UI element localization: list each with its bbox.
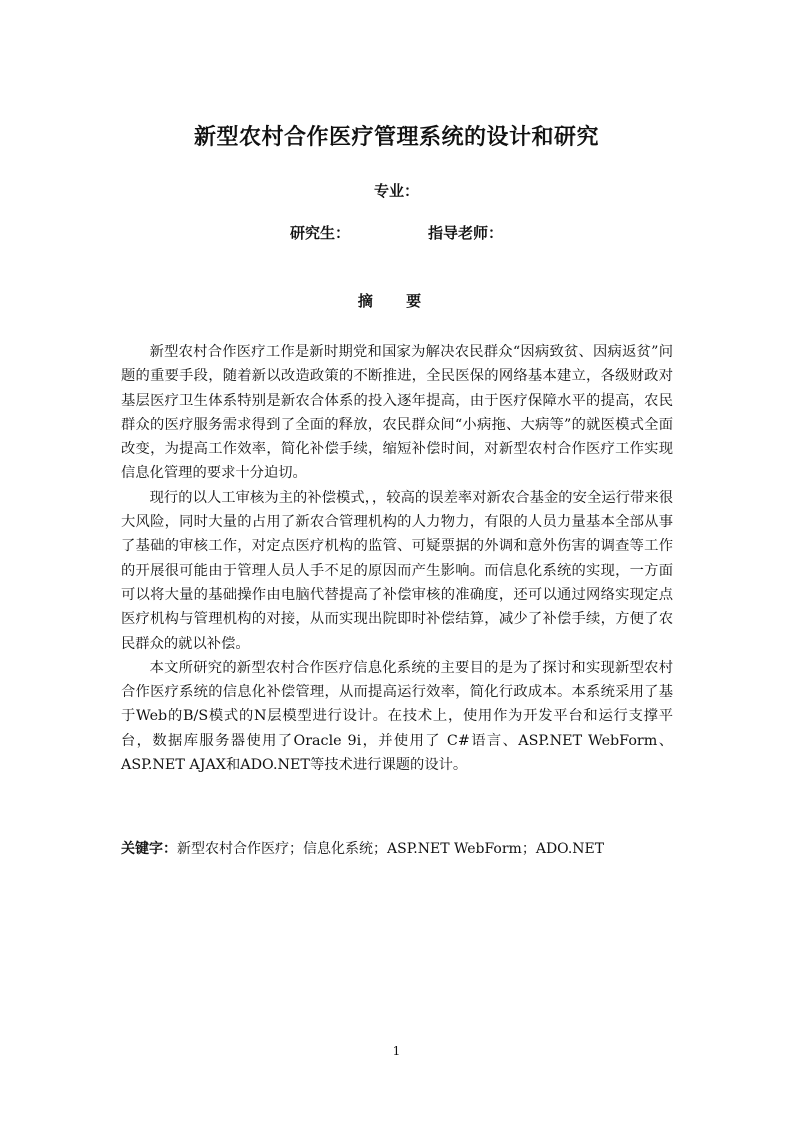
keywords-label: 关键字： <box>121 841 177 857</box>
abstract-paragraph: 本文所研究的新型农村合作医疗信息化系统的主要目的是为了探讨和实现新型农村合作医疗系统的信息化补偿管理，从而提高运行效率，简化行政成本。本系统采用了基于Web的B/S模式的N层模型进行设计。在技术上，使用作为开发平台和运行支撑平台，数据库服务器使用了Oracle 9i，并使用了 C#语言、ASP.NET WebForm、ASP.NET AJAX和ADO.NET等技术进行课题的设计。 <box>121 659 673 774</box>
authors-line <box>290 222 503 243</box>
abstract-body <box>121 340 673 777</box>
major-label: 专业： <box>373 182 419 200</box>
document-title: 新型农村合作医疗管理系统的设计和研究 <box>193 125 599 150</box>
student-label: 研究生： <box>290 224 351 242</box>
keywords-text: 新型农村合作医疗；信息化系统；ASP.NET WebForm；ADO.NET <box>177 841 605 857</box>
advisor-label: 指导老师： <box>428 224 504 242</box>
abstract-heading: 摘 要 <box>357 292 436 310</box>
abstract-paragraph: 现行的以人工审核为主的补偿模式，，较高的误差率对新农合基金的安全运行带来很大风险，同时大量的占用了新农合管理机构的人力物力，有限的人员力量基本全部从事了基础的审核工作，对定点医疗机构的监管、可疑票据的外调和意外伤害的调查等工作的开展很可能由于管理人员人手不足的原因而产生影响。而信息化系统的实现，一方面可以将大量的基础操作由电脑代替提高了补偿审核的准确度，还可以通过网络实现定点医疗机构与管理机构的对接，从而实现出院即时补偿结算，减少了补偿手续，方便了农民群众的就以补偿。 <box>121 489 673 652</box>
abstract-paragraph: 新型农村合作医疗工作是新时期党和国家为解决农民群众“因病致贫、因病返贫”问题的重要手段，随着新以改造政策的不断推进，全民医保的网络基本建立，各级财政对基层医疗卫生体系特别是新农合体系的投入逐年提高，由于医疗保障水平的提高，农民群众的医疗服务需求得到了全面的释放，农民群众间“小病拖、大病等”的就医模式全面改变，为提高工作效率，简化补偿手续，缩短补偿时间，对新型农村合作医疗工作实现信息化管理的要求十分迫切。 <box>121 344 673 482</box>
page-number: 1 <box>392 1044 401 1058</box>
keywords-line <box>121 837 681 861</box>
